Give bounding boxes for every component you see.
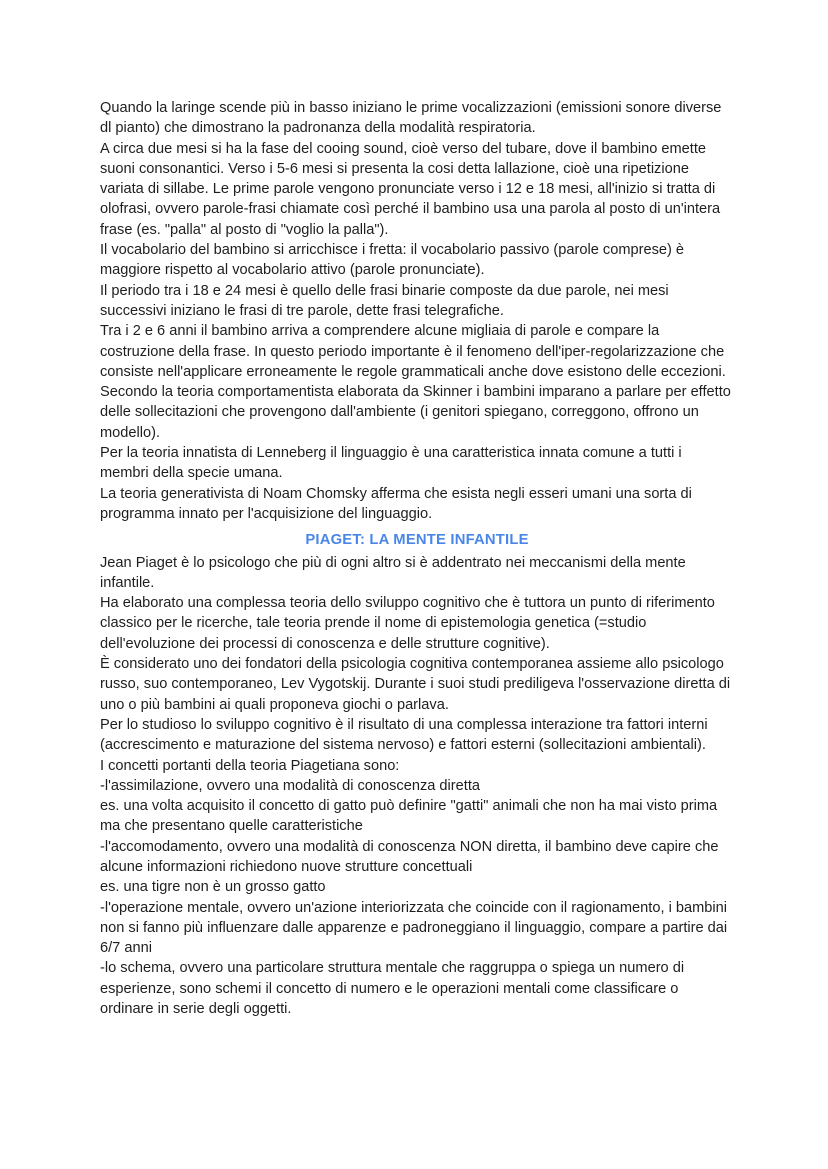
paragraph: Il vocabolario del bambino si arricchisce i fretta: il vocabolario passivo (parole comprese) è maggiore rispetto al vocabolario attivo (parole pronunciate). [100, 242, 685, 279]
paragraph: Quando la laringe scende più in basso iniziano le prime vocalizzazioni (emissioni sonore diverse dl pianto) che dimostrano la padronanza della modalità respiratoria. [100, 100, 722, 137]
paragraph: Jean Piaget è lo psicologo che più di ogni altro si è addentrato nei meccanismi della mente infantile. [100, 554, 686, 591]
paragraph: I concetti portanti della teoria Piagetiana sono: [100, 757, 400, 774]
paragraph: Ha elaborato una complessa teoria dello sviluppo cognitivo che è tuttora un punto di riferimento classico per le ricerche, tale teoria prende il nome di epistemologia genetica (=studio dell'evoluzione dei processi di conoscenza e delle strutture cognitive). [100, 595, 715, 652]
list-item: -lo schema, ovvero una particolare struttura mentale che raggruppa o spiega un numero di esperienze, sono schemi il concetto di numero e le operazioni mentali come classificare o ordinare in serie degli oggetti. [100, 960, 685, 1018]
list-item: -l'operazione mentale, ovvero un'azione interiorizzata che coincide con il ragionamento, i bambini non si fanno più influenzare dalle apparenze e padroneggiano il linguaggio, compare a partire dai 6/7 anni [100, 899, 728, 957]
paragraph: È considerato uno dei fondatori della psicologia cognitiva contemporanea assieme allo psicologo russo, suo contemporaneo, Lev Vygotskij. Durante i suoi studi prediligeva l'osservazione diretta di uno o più bambini ai quali proponeva giochi o parlava. [100, 656, 731, 713]
list-item: -l'assimilazione, ovvero una modalità di conoscenza diretta [100, 777, 480, 794]
example-text: es. una tigre non è un grosso gatto [100, 879, 326, 896]
paragraph: Per la teoria innatista di Lenneberg il linguaggio è una caratteristica innata comune a tutti i membri della specie umana. [100, 445, 682, 482]
paragraph: Tra i 2 e 6 anni il bambino arriva a comprendere alcune migliaia di parole e compare la costruzione della frase. In questo periodo importante è il fenomeno dell'iper-regolarizzazione che consiste nell'applicare erroneamente le regole grammaticali anche dove esistono delle eccezioni. [100, 323, 726, 380]
section-heading: PIAGET: LA MENTE INFANTILE [305, 532, 529, 549]
paragraph: Secondo la teoria comportamentista elaborata da Skinner i bambini imparano a parlare per effetto delle sollecitazioni che provengono dall'ambiente (i genitori spiegano, correggono, offrono un modello). [100, 384, 731, 441]
example-text: es. una volta acquisito il concetto di gatto può definire "gatti" animali che non ha mai visto prima ma che presentano quelle caratteristiche [100, 798, 718, 835]
paragraph: Il periodo tra i 18 e 24 mesi è quello delle frasi binarie composte da due parole, nei mesi successivi iniziano le frasi di tre parole, dette frasi telegrafiche. [100, 282, 669, 319]
list-item: -l'accomodamento, ovvero una modalità di conoscenza NON diretta, il bambino deve capire che alcune informazioni richiedono nuove strutture concettuali [100, 838, 719, 875]
paragraph: Per lo studioso lo sviluppo cognitivo è il risultato di una complessa interazione tra fattori interni (accrescimento e maturazione del sistema nervoso) e fattori esterni (sollecitazioni ambientali). [100, 716, 708, 754]
paragraph: A circa due mesi si ha la fase del cooing sound, cioè verso del tubare, dove il bambino emette suoni consonantici. Verso i 5-6 mesi si presenta la cosi detta lallazione, cioè una ripetizione variata di sillabe. Le prime parole vengono pronunciate verso i 12 e 18 mesi, all'inizio si tratta di olofrasi, ovvero parole-frasi chiamate così perché il bambino usa una parola al posto di un'intera frase (es. "palla" al posto di "voglio la palla"). [100, 140, 721, 238]
document-body [100, 98, 734, 1019]
paragraph: La teoria generativista di Noam Chomsky afferma che esista negli esseri umani una sorta di programma innato per l'acquisizione del linguaggio. [100, 485, 692, 522]
